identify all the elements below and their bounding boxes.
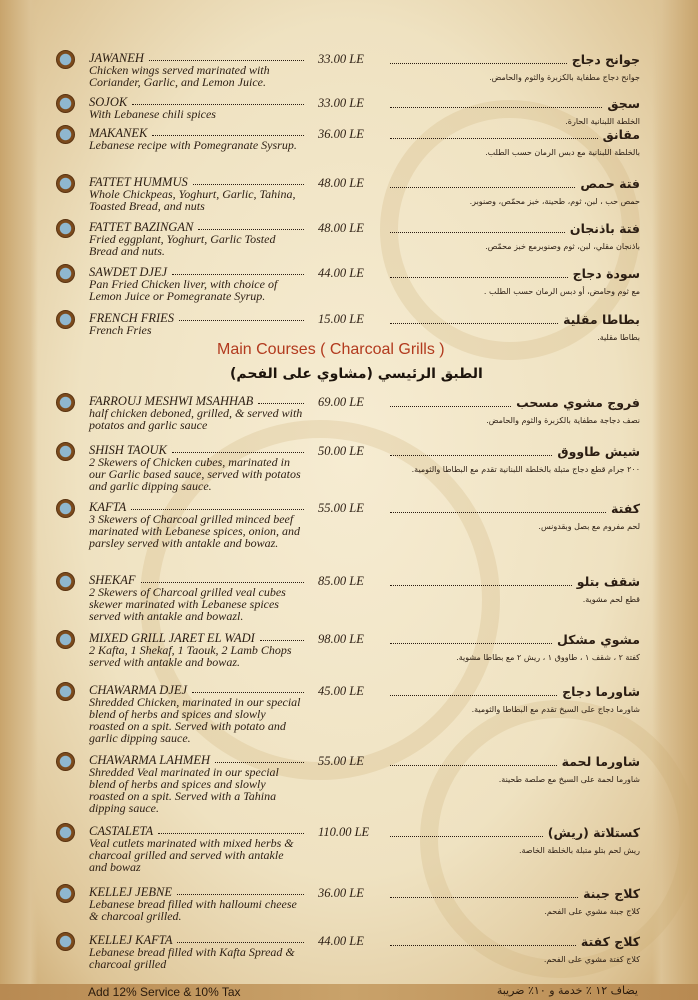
round-medallion-icon: [56, 264, 75, 283]
item-description-ar: شاورما لحمة على السيخ مع صلصة طحينة.: [498, 775, 640, 784]
item-arabic: [390, 444, 640, 476]
item-english: [89, 754, 304, 814]
item-name-ar: كلاج جبنة: [390, 886, 640, 902]
item-name: KELLEJ JEBNE: [89, 886, 304, 898]
item-arabic: [390, 825, 640, 857]
item-name-ar: بطاطا مقلية: [390, 312, 640, 328]
item-arabic: [390, 886, 640, 918]
item-description: 2 Kafta, 1 Shekaf, 1 Taouk, 2 Lamb Chops served with antakle and bowaz.: [89, 643, 292, 669]
item-english: [89, 684, 304, 744]
item-description: French Fries: [89, 323, 152, 337]
item-name: CHAWARMA LAHMEH: [89, 754, 304, 766]
item-arabic: [390, 501, 640, 533]
round-medallion-icon: [56, 884, 75, 903]
item-english: [89, 221, 304, 257]
footer-note-ar: يضاف ١٢ ٪ خدمة و ١٠٪ ضريبة: [496, 984, 638, 997]
left-border-decoration: [0, 0, 38, 1000]
item-name: CHAWARMA DJEJ: [89, 684, 304, 696]
item-description: Lebanese recipe with Pomegranate Sysrup.: [89, 138, 297, 152]
item-price: 55.00 LE: [318, 754, 364, 768]
item-description-ar: شاورما دجاج على السيخ تقدم مع البطاطا والثومية.: [471, 705, 640, 714]
item-name: MAKANEK: [89, 127, 304, 139]
item-description: With Lebanese chili spices: [89, 107, 216, 121]
item-price: 55.00 LE: [318, 501, 364, 515]
item-price: 33.00 LE: [318, 96, 364, 110]
item-english: [89, 886, 304, 922]
round-medallion-icon: [56, 50, 75, 69]
item-arabic: [390, 221, 640, 253]
round-medallion-icon: [56, 442, 75, 461]
item-price: 85.00 LE: [318, 574, 364, 588]
item-name-ar: كفتة: [390, 501, 640, 517]
round-medallion-icon: [56, 572, 75, 591]
item-description-ar: بالخلطة اللبنانية مع دبس الرمان حسب الطلب.: [485, 148, 640, 157]
footer-note-en: Add 12% Service & 10% Tax: [88, 985, 241, 999]
item-description: 3 Skewers of Charcoal grilled minced beef marinated with Lebanese spices, onion, and parsley served with antakle and bowaz.: [89, 512, 300, 550]
item-name-ar: كستلاتة (ريش): [390, 825, 640, 841]
item-name: KELLEJ KAFTA: [89, 934, 304, 946]
item-name: FRENCH FRIES: [89, 312, 304, 324]
item-arabic: [390, 632, 640, 664]
round-medallion-icon: [56, 94, 75, 113]
item-price: 48.00 LE: [318, 176, 364, 190]
item-english: [89, 574, 304, 622]
item-name: SAWDET DJEJ: [89, 266, 304, 278]
round-medallion-icon: [56, 630, 75, 649]
item-description: Shredded Chicken, marinated in our special blend of herbs and spices and slowly roasted on a spit. Served with potato and garlic dipping sauce.: [89, 695, 301, 745]
item-name: FATTET HUMMUS: [89, 176, 304, 188]
item-price: 45.00 LE: [318, 684, 364, 698]
item-english: [89, 444, 304, 492]
item-description: Lebanese bread filled with halloumi cheese & charcoal grilled.: [89, 897, 297, 923]
item-name-ar: سودة دجاج: [390, 266, 640, 282]
item-price: 33.00 LE: [318, 52, 364, 66]
item-description-ar: قطع لحم مشوية.: [582, 595, 640, 604]
item-name: CASTALETA: [89, 825, 304, 837]
round-medallion-icon: [56, 499, 75, 518]
item-name: SOJOK: [89, 96, 304, 108]
item-description-ar: ٢٠٠ جرام قطع دجاج متبلة بالخلطة اللبنانية تقدم مع البطاطا والثومية.: [411, 465, 640, 474]
round-medallion-icon: [56, 125, 75, 144]
round-medallion-icon: [56, 932, 75, 951]
item-name-ar: شاورما دجاج: [390, 684, 640, 700]
item-english: [89, 501, 304, 549]
item-price: 36.00 LE: [318, 886, 364, 900]
item-arabic: [390, 52, 640, 84]
item-english: [89, 176, 304, 212]
item-description-ar: الخلطة اللبنانية الحارة.: [565, 117, 640, 126]
item-name-ar: فروج مشوي مسحب: [390, 395, 640, 411]
item-arabic: [390, 754, 640, 786]
item-arabic: [390, 395, 640, 427]
item-english: [89, 934, 304, 970]
item-name-ar: سجق: [390, 96, 640, 112]
item-description: Pan Fried Chicken liver, with choice of Lemon Juice or Pomegranate Syrup.: [89, 277, 278, 303]
item-description: Whole Chickpeas, Yoghurt, Garlic, Tahina, Toasted Bread, and nuts: [89, 187, 296, 213]
item-english: [89, 266, 304, 302]
item-price: 50.00 LE: [318, 444, 364, 458]
round-medallion-icon: [56, 393, 75, 412]
item-description-ar: كفتة ٢ ، شقف ١ ، طاووق ١ ، ريش ٢ مع بطاطا مشوية.: [456, 653, 640, 662]
section-title-en: Main Courses ( Charcoal Grills ): [217, 341, 445, 358]
item-arabic: [390, 312, 640, 344]
item-name: MIXED GRILL JARET EL WADI: [89, 632, 304, 644]
item-arabic: [390, 266, 640, 298]
item-english: [89, 96, 304, 120]
item-name-ar: فتة باذنجان: [390, 221, 640, 237]
item-name: FATTET BAZINGAN: [89, 221, 304, 233]
item-price: 98.00 LE: [318, 632, 364, 646]
item-name-ar: كلاج كفتة: [390, 934, 640, 950]
item-name-ar: شيش طاووق: [390, 444, 640, 460]
item-description-ar: مع ثوم وحامض، أو دبس الرمان حسب الطلب .: [483, 287, 640, 296]
item-price: 44.00 LE: [318, 266, 364, 280]
item-name-ar: مقانق: [390, 127, 640, 143]
item-description: Chicken wings served marinated with Coriander, Garlic, and Lemon Juice.: [89, 63, 270, 89]
item-description: 2 Skewers of Chicken cubes, marinated in our Garlic based sauce, served with potatos and garlic dipping sauce.: [89, 455, 301, 493]
item-description-ar: جوانح دجاج مطفاية بالكزبرة والثوم والحامض.: [489, 73, 640, 82]
item-name: SHEKAF: [89, 574, 304, 586]
item-price: 44.00 LE: [318, 934, 364, 948]
item-price: 69.00 LE: [318, 395, 364, 409]
round-medallion-icon: [56, 310, 75, 329]
item-arabic: [390, 934, 640, 966]
item-description-ar: كلاج جبنة مشوي على الفحم.: [544, 907, 640, 916]
item-price: 110.00 LE: [318, 825, 370, 839]
item-english: [89, 52, 304, 88]
section-title-ar: الطبق الرئيسي (مشاوي على الفحم): [230, 366, 483, 382]
item-english: [89, 825, 304, 873]
round-medallion-icon: [56, 823, 75, 842]
item-english: [89, 395, 304, 431]
item-description: Fried eggplant, Yoghurt, Garlic Tosted Bread and nuts.: [89, 232, 276, 258]
item-description-ar: ريش لحم بتلو متبلة بالخلطة الخاصة.: [518, 846, 640, 855]
item-description: Veal cutlets marinated with mixed herbs & charcoal grilled and served with antakle and bowaz: [89, 836, 294, 874]
round-medallion-icon: [56, 219, 75, 238]
item-description: 2 Skewers of Charcoal grilled veal cubes skewer marinated with Lebanese spices served with antakle and bowazl.: [89, 585, 286, 623]
item-name-ar: شاورما لحمة: [390, 754, 640, 770]
item-name-ar: فتة حمص: [390, 176, 640, 192]
round-medallion-icon: [56, 174, 75, 193]
item-arabic: [390, 574, 640, 606]
item-english: [89, 127, 304, 151]
item-name-ar: جوانح دجاج: [390, 52, 640, 68]
item-description: Shredded Veal marinated in our special blend of herbs and spices and slowly roasted on a spit. Served with a Tahina dipping sauce.: [89, 765, 279, 815]
item-name-ar: شقف بتلو: [390, 574, 640, 590]
item-arabic: [390, 127, 640, 159]
item-description: half chicken deboned, grilled, & served with potatos and garlic sauce: [89, 406, 303, 432]
item-name: SHISH TAOUK: [89, 444, 304, 456]
item-description-ar: باذنجان مقلي، لبن، ثوم وصنوبرمع خبز محمّص.: [485, 242, 640, 251]
item-name: KAFTA: [89, 501, 304, 513]
item-description: Lebanese bread filled with Kafta Spread & charcoal grilled: [89, 945, 295, 971]
item-description-ar: حمص حب ، لبن، ثوم، طحينة، خبز محمّص، وصنوبر.: [469, 197, 640, 206]
item-description-ar: كلاج كفتة مشوي على الفحم.: [543, 955, 640, 964]
item-price: 36.00 LE: [318, 127, 364, 141]
item-arabic: [390, 176, 640, 208]
round-medallion-icon: [56, 752, 75, 771]
item-name: FARROUJ MESHWI MSAHHAB: [89, 395, 304, 407]
item-price: 15.00 LE: [318, 312, 364, 326]
item-description-ar: بطاطا مقلية.: [597, 333, 640, 342]
item-description-ar: نصف دجاجة مطفاية بالكزبرة والثوم والحامض.: [486, 416, 640, 425]
item-name-ar: مشوي مشكل: [390, 632, 640, 648]
item-price: 48.00 LE: [318, 221, 364, 235]
item-english: [89, 632, 304, 668]
item-description-ar: لحم مفروم مع بصل وبقدونس.: [538, 522, 640, 531]
item-arabic: [390, 684, 640, 716]
item-arabic: [390, 96, 640, 128]
item-name: JAWANEH: [89, 52, 304, 64]
item-english: [89, 312, 304, 336]
round-medallion-icon: [56, 682, 75, 701]
